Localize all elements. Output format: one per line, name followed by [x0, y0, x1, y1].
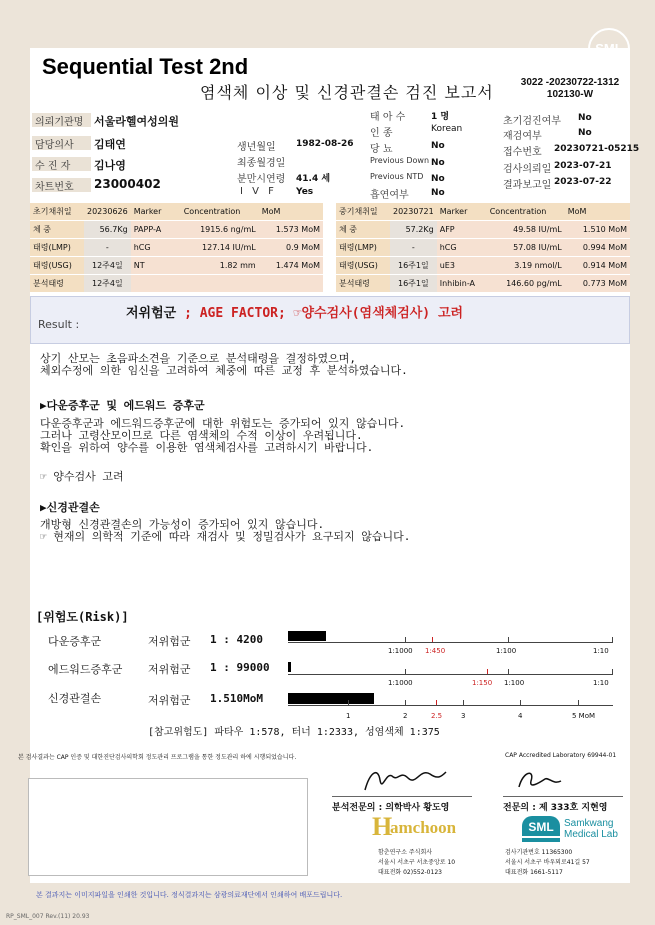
- race-label: 인 종: [370, 128, 393, 139]
- print-notice: 본 결과지는 이미지파일을 인쇄한 것입니다. 정식결과지는 삼광의료재단에서 인쇄하여 배포드립니다.: [36, 891, 343, 899]
- ntd-risk-bar: [288, 693, 374, 704]
- tick-label: 1:450: [425, 647, 446, 655]
- hamchoon-logo: amchoon: [390, 818, 457, 837]
- tick-label: 4: [518, 712, 523, 720]
- tick-label: 1:1000: [388, 679, 413, 687]
- smoking-label: 흡연여부: [370, 190, 409, 201]
- tick-label: 1:10: [593, 679, 609, 687]
- marker-name: PAPP-A: [131, 221, 181, 239]
- reexam-value: No: [578, 128, 592, 138]
- result-summary: 저위험군 ; AGE FACTOR; ☞양수검사(염색체검사) 고려: [126, 306, 464, 321]
- report-subtitle: 염색체 이상 및 신경관결손 검진 보고서: [200, 83, 494, 102]
- signer-analysis: 분석전문의 : 의학박사 황도영: [332, 803, 450, 813]
- first-exam-value: No: [578, 113, 592, 123]
- tick-label: 2.5: [431, 712, 443, 720]
- cap-number: CAP Accredited Laboratory 69944-01: [505, 752, 617, 759]
- down-risk-axis: [288, 642, 613, 643]
- dm-label: 당 뇨: [370, 144, 393, 155]
- race-value: Korean: [431, 124, 463, 134]
- ivf-value: Yes: [296, 187, 314, 197]
- cutoff-tick: [432, 637, 433, 642]
- institution-label: 의뢰기관명: [32, 113, 91, 127]
- memo-box: [28, 778, 308, 876]
- prev-down-label: Previous Down: [370, 156, 430, 165]
- sml-lab-logo: SML: [522, 816, 560, 836]
- amnio-note: ☞ 양수검사 고려: [40, 470, 124, 483]
- risk-level: 저위험군: [148, 635, 191, 648]
- smoking-value: No: [431, 188, 445, 198]
- doctor-value: 김태연: [94, 138, 126, 151]
- request-date-label: 검사의뢰일: [503, 164, 552, 175]
- down-section-text: 다운증후군과 에드워드증후군에 대한 위험도는 증가되어 있지 않습니다. 그러나 고령산모이므로 다른 염색체의 수적 이상이 우려됩니다. 확인을 위하여 양수를 이용한 염색체검사를 고려하시기 바랍니다.: [40, 417, 406, 454]
- ntd-section-text: 개방형 신경관결손의 가능성이 증가되어 있지 않습니다. ☞ 현재의 의학적 기준에 따라 재검사 및 정밀검사가 요구되지 않습니다.: [40, 518, 411, 543]
- tick-label: 1:100: [504, 679, 525, 687]
- axis-tick: [405, 700, 406, 705]
- marker-name: AFP: [437, 221, 487, 239]
- document-number: 3022 -20230722-1312 102130-W: [520, 77, 620, 100]
- examinee-label: 수 진 자: [32, 157, 91, 171]
- first-trimester-table: 초기채취일 20230626 Marker Concentration MoM 체 중 56.7Kg PAPP-A 1915.6 ng/mL 1.573 MoM 태령(LMP) - hCG 127.14 IU/mL 0.9 MoM 태령(USG) 12주4일 NT 1.82 mm 1.474 MoM 분석태령 12주4일: [30, 203, 323, 293]
- axis-tick: [520, 700, 521, 705]
- top-band: [0, 0, 655, 50]
- risk-value: 1 : 99000: [210, 661, 270, 674]
- ntd-risk-axis: [288, 705, 613, 706]
- sml-logo-base: [522, 838, 560, 842]
- accreditation-note: 본 검사결과는 CAP 인증 및 대한진단검사의학회 정도관리 프로그램을 통한 정도관리 하에 시행되었습니다.: [18, 754, 297, 761]
- sml-address: 검사기관번호 11365300 서울시 서초구 바우뫼로41길 57 대표전화 1661-5117: [505, 849, 590, 876]
- risk-name: 다운증후군: [48, 635, 102, 648]
- edwards-risk-bar: [288, 662, 291, 672]
- risk-value: 1 : 4200: [210, 633, 263, 646]
- risk-name: 에드워드증후군: [48, 663, 123, 676]
- axis-tick: [612, 637, 613, 642]
- comment-intro: 상기 산모는 초음파소견을 기준으로 분석태령을 결정하였으며, 체외수정에 의한 임신을 고려하여 체중에 따른 교정 후 분석하였습니다.: [40, 352, 408, 377]
- receipt-value: 20230721-05215: [554, 144, 640, 154]
- axis-tick: [508, 637, 509, 642]
- request-date-value: 2023-07-21: [554, 161, 612, 171]
- receipt-label: 접수번호: [503, 147, 542, 158]
- revision-code: RP_SML_007 Rev.(11) 20.93: [6, 913, 90, 920]
- reexam-label: 재검여부: [503, 131, 542, 142]
- prev-ntd-label: Previous NTD: [370, 172, 424, 181]
- down-risk-bar: [288, 631, 326, 641]
- report-date-label: 결과보고일: [503, 180, 552, 191]
- first-exam-label: 초기검진여부: [503, 116, 561, 127]
- signature-line: [503, 796, 623, 797]
- doctor-label: 담당의사: [32, 136, 91, 150]
- institution-value: 서울라헬여성의원: [94, 115, 180, 128]
- risk-level: 저위험군: [148, 663, 191, 676]
- birth-label: 생년월일: [237, 142, 276, 153]
- prev-ntd-value: No: [431, 174, 445, 184]
- axis-tick: [405, 669, 406, 674]
- signature-hwang: [360, 762, 450, 796]
- axis-tick: [405, 637, 406, 642]
- risk-level: 저위험군: [148, 694, 191, 707]
- hamchoon-address: 함춘연구소 주식회사 서울시 서초구 서초중앙로 10 대표전화 02)552-0123: [378, 849, 456, 876]
- signature-ji: [515, 765, 565, 793]
- axis-tick: [508, 669, 509, 674]
- down-section-heading: ▶다운증후군 및 에드워드 증후군: [40, 399, 205, 412]
- tick-label: 1:100: [496, 647, 517, 655]
- axis-tick: [578, 700, 579, 705]
- cutoff-tick: [436, 700, 437, 705]
- result-label: Result :: [38, 318, 80, 331]
- age-label: 분만시연령: [237, 174, 286, 185]
- chart-value: 23000402: [94, 177, 161, 191]
- fetus-label: 태 아 수: [370, 112, 406, 123]
- chart-label: 차트번호: [32, 178, 91, 192]
- birth-value: 1982-08-26: [296, 139, 354, 149]
- axis-tick: [463, 700, 464, 705]
- risk-value: 1.510MoM: [210, 692, 263, 705]
- tick-label: 3: [461, 712, 466, 720]
- signature-line: [332, 796, 472, 797]
- tick-label: 2: [403, 712, 408, 720]
- cutoff-tick: [487, 669, 488, 674]
- age-value: 41.4 세: [296, 174, 331, 184]
- second-trimester-table: 중기채취일 20230721 Marker Concentration MoM 체 중 57.2Kg AFP 49.58 IU/mL 1.510 MoM 태령(LMP) - hCG 57.08 IU/mL 0.994 MoM 태령(USG) 16주1일 uE3 3.19 nmol/L 0.914 MoM 분석태령 16주1일 Inhibin-A 146.60 pg/mL 0.773 MoM: [336, 203, 630, 293]
- fetus-value: 1 명: [431, 112, 450, 122]
- tick-label: 1:150: [472, 679, 493, 687]
- edwards-risk-axis: [288, 674, 613, 675]
- examinee-value: 김나영: [94, 159, 126, 172]
- prev-down-value: No: [431, 158, 445, 168]
- tick-label: 5 MoM: [572, 712, 596, 720]
- tick-label: 1: [346, 712, 351, 720]
- signer-specialist: 전문의 : 제 333호 지현영: [503, 803, 608, 813]
- tick-label: 1:1000: [388, 647, 413, 655]
- axis-tick: [348, 700, 349, 705]
- report-title: Sequential Test 2nd: [42, 54, 249, 79]
- hamchoon-logo-h: H: [372, 812, 393, 841]
- risk-heading: [위험도(Risk)]: [36, 610, 129, 624]
- ivf-label: I V F: [240, 186, 277, 197]
- reference-risk: [참고위험도] 파타우 1:578, 터너 1:2333, 성염색체 1:375: [148, 727, 440, 738]
- risk-name: 신경관결손: [48, 692, 102, 705]
- axis-tick: [612, 669, 613, 674]
- report-date-value: 2023-07-22: [554, 177, 612, 187]
- ntd-section-heading: ▶신경관결손: [40, 501, 100, 514]
- tick-label: 1:10: [593, 647, 609, 655]
- sml-lab-name: Samkwang Medical Lab: [564, 818, 618, 840]
- lmp-date-label: 최종월경일: [237, 158, 286, 169]
- dm-value: No: [431, 141, 445, 151]
